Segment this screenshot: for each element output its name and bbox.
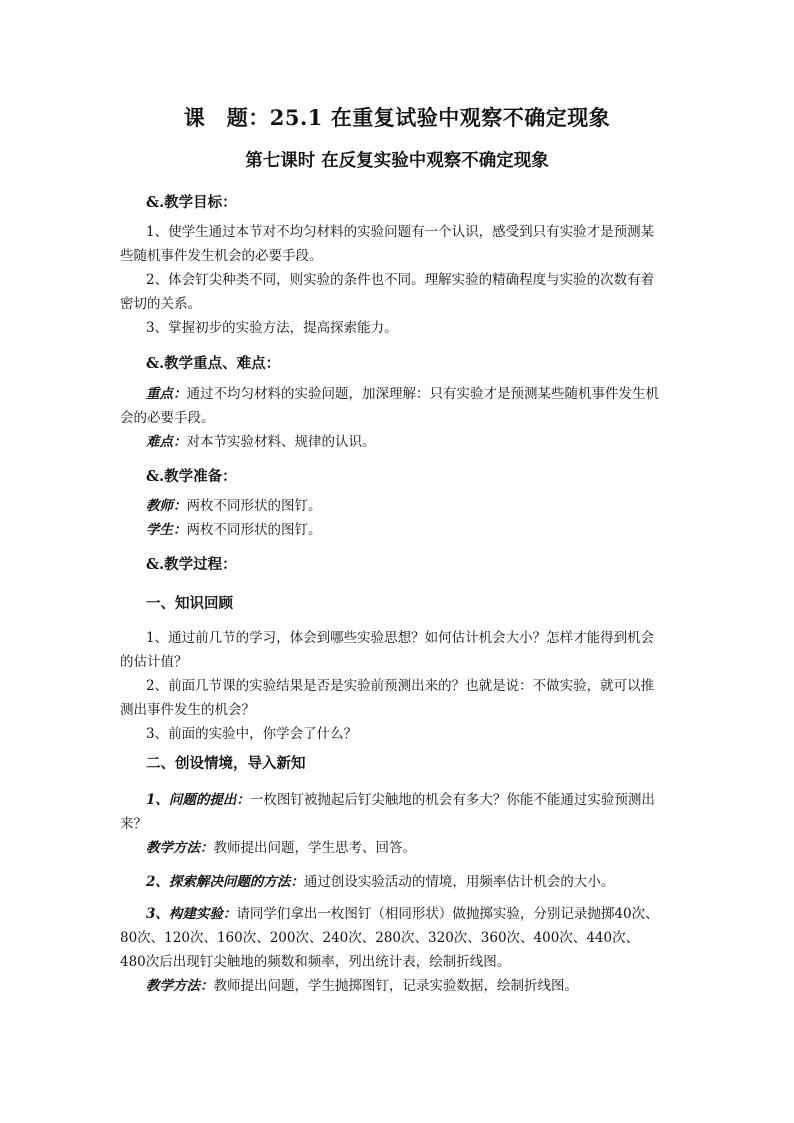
question-text: 一枚图钉被抛起后钉尖触地的机会有多大？你能不能通过实验预测出 [249,792,655,808]
teacher-prep-line [146,500,322,514]
question-line [146,794,655,808]
process-heading: &.教学过程： [146,556,237,573]
keypoints-heading: &.教学重点、难点： [146,355,281,372]
objectives-heading: &.教学目标： [146,194,237,211]
prep-heading: &.教学准备： [146,468,237,485]
objective-line: 3、掌握初步的实验方法，提高探索能力。 [146,320,398,336]
student-prep-text: 两枚不同形状的图钉。 [186,522,322,538]
difficulty-line [146,436,376,450]
question-label: 1、问题的提出： [146,792,250,808]
solve-text: 通过创设实验活动的情境，用频率估计机会的大小。 [303,874,615,890]
objective-line: 些随机事件发生机会的必要手段。 [120,248,323,264]
review-line: 1、通过前几节的学习，体会到哪些实验思想？如何估计机会大小？怎样才能得到机会 [146,630,655,646]
key-point-line-cont: 会的必要手段。 [120,410,215,426]
method-text: 教师提出问题，学生思考、回答。 [213,840,416,856]
student-prep-line [146,524,322,538]
method-label: 教学方法： [146,840,214,856]
lesson-title: 课 题：25.1 在重复试验中观察不确定现象 [183,105,611,130]
question-line-cont: 来？ [120,816,147,832]
intro-heading: 二、创设情境，导入新知 [146,755,306,772]
objective-line: 密切的关系。 [120,296,201,312]
build-text: 请同学们拿出一枚图钉（相同形状）做抛掷实验，分别记录抛掷40次、 [236,906,659,922]
build-line-cont: 480次后出现钉尖触地的频数和频率，列出统计表，绘制折线图。 [120,954,511,970]
review-heading: 一、知识回顾 [146,595,233,612]
teacher-prep-text: 两枚不同形状的图钉。 [186,498,322,514]
key-point-line [146,388,659,402]
student-label: 学生： [146,522,187,538]
build-line-cont: 80次、120次、160次、200次、240次、280次、320次、360次、400次、440次、 [120,930,640,946]
teacher-label: 教师： [146,498,187,514]
review-line: 2、前面几节课的实验结果是否是实验前预测出来的？也就是说：不做实验，就可以推 [146,678,655,694]
method-label: 教学方法： [146,978,214,994]
method-line [146,980,578,994]
solve-line [146,876,614,890]
build-label: 3、构建实验： [146,906,237,922]
method-text: 教师提出问题，学生抛掷图钉，记录实验数据，绘制折线图。 [213,978,578,994]
difficulty-text: 对本节实验材料、规律的认识。 [186,434,376,450]
lesson-subtitle: 第七课时 在反复实验中观察不确定现象 [245,151,549,171]
key-point-label: 重点： [146,386,187,402]
solve-label: 2、探索解决问题的方法： [146,874,304,890]
objective-line: 1、使学生通过本节对不均匀材料的实验问题有一个认识，感受到只有实验才是预测某 [146,224,655,240]
key-point-text: 通过不均匀材料的实验问题，加深理解：只有实验才是预测某些随机事件发生机 [186,386,659,402]
objective-line: 2、体会钉尖种类不同，则实验的条件也不同。理解实验的精确程度与实验的次数有着 [146,272,655,288]
review-line: 的估计值？ [120,654,188,670]
review-line: 测出事件发生的机会？ [120,702,255,718]
build-line [146,908,659,922]
difficulty-label: 难点： [146,434,187,450]
review-line: 3、前面的实验中，你学会了什么？ [146,726,358,742]
method-line [146,842,416,856]
